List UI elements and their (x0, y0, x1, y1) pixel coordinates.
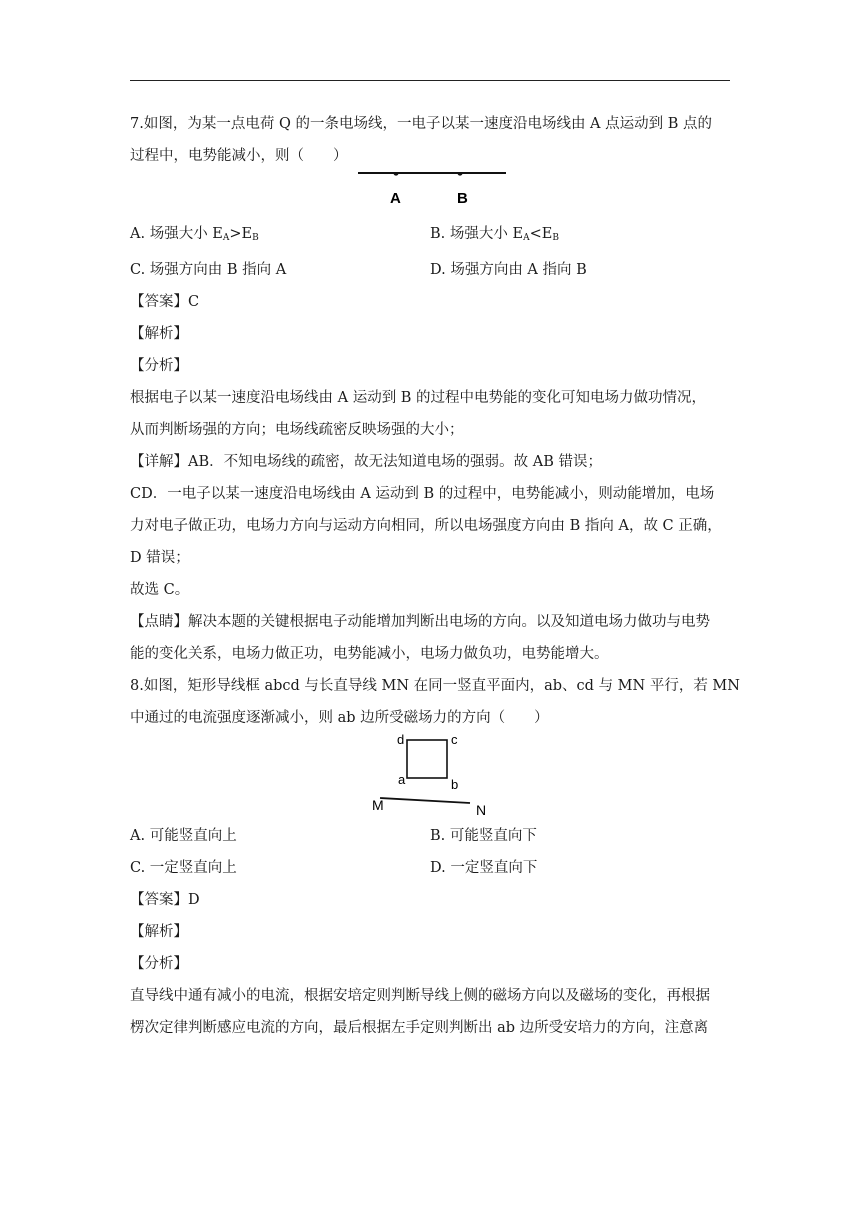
q8-fenxi-heading: 【分析】 (130, 956, 188, 972)
label-b: b (451, 777, 459, 792)
q7-option-d: D. 场强方向由 A 指向 B (430, 262, 587, 278)
q7-fenxi-heading: 【分析】 (130, 358, 188, 374)
q8-option-a: A. 可能竖直向上 (130, 828, 237, 844)
label-n: N (476, 802, 487, 818)
q8-option-d: D. 一定竖直向下 (430, 860, 538, 876)
point-a-label: A (390, 190, 401, 207)
point-b (457, 172, 462, 176)
q7-analysis-heading: 【解析】 (130, 326, 188, 342)
header-rule (130, 80, 730, 81)
point-a (393, 172, 398, 176)
field-line-diagram (130, 172, 730, 218)
rectangular-frame (407, 740, 447, 778)
q7-stem-line-2: 过程中，电势能减小，则（ ） (130, 148, 348, 164)
point-b-label: B (457, 190, 468, 207)
q8-analysis-heading: 【解析】 (130, 924, 188, 940)
q8-answer: 【答案】D (130, 892, 200, 908)
q7-option-c: C. 场强方向由 B 指向 A (130, 262, 287, 278)
q7-detail-line-2: CD．一电子以某一速度沿电场线由 A 运动到 B 的过程中，电势能减小，则动能增加，电场 (130, 486, 715, 502)
q7-option-b: B. 场强大小 $E_A<E_B$ (430, 226, 559, 243)
q7-fenxi-line-2: 从而判断场强的方向；电场线疏密反映场强的大小； (130, 422, 464, 438)
q8-option-b: B. 可能竖直向下 (430, 828, 537, 844)
q7-choose: 故选 C。 (130, 582, 190, 598)
q7-detail-line-3: 力对电子做正功，电场力方向与运动方向相同，所以电场强度方向由 B 指向 A，故 C 正确， (130, 518, 722, 534)
straight-wire-mn (380, 798, 470, 803)
q7-field-line-figure (130, 172, 730, 218)
document-page (130, 108, 740, 1044)
q7-detail-line-4: D 错误； (130, 550, 190, 566)
q7-answer: 【答案】C (130, 294, 200, 310)
q8-options-row-1 (130, 820, 730, 852)
q7-detail-line-1: 【详解】AB．不知电场线的疏密，故无法知道电场的强弱。故 AB 错误； (130, 454, 602, 470)
q7-option-a: A. 场强大小 $E_A>E_B$ (130, 226, 259, 243)
q8-option-c: C. 一定竖直向上 (130, 860, 237, 876)
q8-frame-wire-figure (130, 734, 730, 820)
label-d: d (397, 734, 405, 747)
q8-stem-line-2: 中通过的电流强度逐渐减小，则 ab 边所受磁场力的方向（ ） (130, 710, 549, 726)
label-m: M (372, 797, 384, 813)
q7-comment-line-2: 能的变化关系，电场力做正功，电势能减小，电场力做负功，电势能增大。 (130, 646, 609, 662)
q8-stem-line-1: 8.如图，矩形导线框 abcd 与长直导线 MN 在同一竖直平面内，ab、cd 与 MN 平行，若 MN (130, 678, 740, 694)
label-c: c (451, 734, 458, 747)
q7-stem-line-1: 7.如图，为某一点电荷 Q 的一条电场线，一电子以某一速度沿电场线由 A 点运动到 B 点的 (130, 116, 713, 132)
q7-comment-line-1: 【点睛】解决本题的关键根据电子动能增加判断出电场的方向。以及知道电场力做功与电势 (130, 614, 710, 630)
q8-fenxi-line-1: 直导线中通有减小的电流，根据安培定则判断导线上侧的磁场方向以及磁场的变化，再根据 (130, 988, 710, 1004)
q7-options-row-1 (130, 218, 730, 254)
q7-fenxi-line-1: 根据电子以某一速度沿电场线由 A 运动到 B 的过程中电势能的变化可知电场力做功情况， (130, 390, 707, 406)
frame-wire-diagram (130, 734, 730, 820)
q8-options-row-2 (130, 852, 730, 884)
label-a: a (398, 772, 406, 787)
q8-fenxi-line-2: 楞次定律判断感应电流的方向，最后根据左手定则判断出 ab 边所受安培力的方向，注意离 (130, 1020, 709, 1036)
q7-options-row-2 (130, 254, 730, 286)
